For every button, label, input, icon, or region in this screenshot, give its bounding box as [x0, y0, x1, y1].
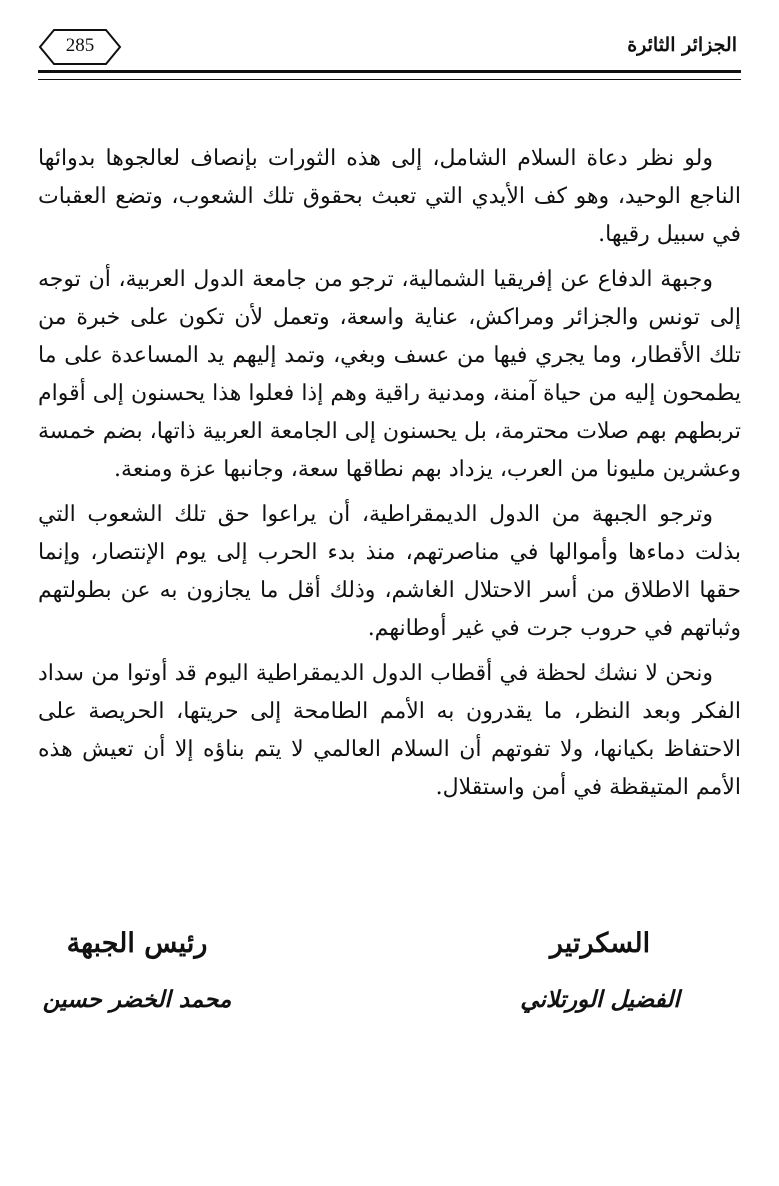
signature-role: السكرتير	[549, 928, 651, 959]
page-body	[38, 140, 741, 814]
president-signature	[22, 924, 252, 1020]
header-rule-thick	[38, 70, 741, 73]
signature-role: رئيس الجبهة	[66, 928, 208, 959]
paragraph: وترجو الجبهة من الدول الديمقراطية، أن يراعوا حق تلك الشعوب التي بذلت دماءها وأموالها في مناصرتهم، منذ بدء الحرب إلى يوم الإنتصار، وإنما حقها الاطلاق من أسر الاحتلال الغاشم، وذلك أقل ما يجازون به عن بطولتهم وثباتهم في حروب جرت في غير أوطانهم.	[38, 502, 741, 641]
header-rule-thin	[38, 79, 741, 80]
book-title: الجزائر الثائرة	[627, 34, 737, 56]
signature-name: الفضيل الورتلاني	[520, 986, 680, 1013]
page-header	[38, 26, 741, 72]
page-number-frame	[38, 28, 122, 66]
paragraph: وجبهة الدفاع عن إفريقيا الشمالية، ترجو من جامعة الدول العربية، أن توجه إلى تونس والجزائر ومراكش، عناية واسعة، وتعمل لأن تكون على خبرة من تلك الأقطار، وما يجري فيها من عسف وبغي، وتمد إليهم يد المساعدة على ما يطمحون إليه من حياة آمنة، ومدنية راقية وهم إذا فعلوا هذا يحسنون إلى أقوام تربطهم بهم صلات محترمة، بل يحسنون إلى الجامعة العربية ذاتها، بضم خمسة وعشرين مليونا من العرب، يزداد بهم نطاقها سعة، وجانبها عزة ومنعة.	[38, 267, 741, 482]
paragraph: ونحن لا نشك لحظة في أقطاب الدول الديمقراطية اليوم قد أوتوا من سداد الفكر وبعد النظر، ما يقدرون به الأمم الطامحة إلى حريتها، الحريصة على الاحتفاظ بكيانها، ولا تفوتهم أن السلام العالمي لا يتم بناؤه إلا أن تعيش هذه الأمم المتيقظة في أمن واستقلال.	[38, 661, 741, 800]
paragraph: ولو نظر دعاة السلام الشامل، إلى هذه الثورات بإنصاف لعالجوها بدوائها الناجع الوحيد، وهو كف الأيدي التي تعبث بحقوق تلك الشعوب، وتضع العقبات في سبيل رقيها.	[38, 146, 741, 247]
page-number: 285	[65, 35, 95, 56]
signature-name: محمد الخضر حسين	[42, 986, 232, 1013]
secretary-signature	[485, 924, 715, 1020]
